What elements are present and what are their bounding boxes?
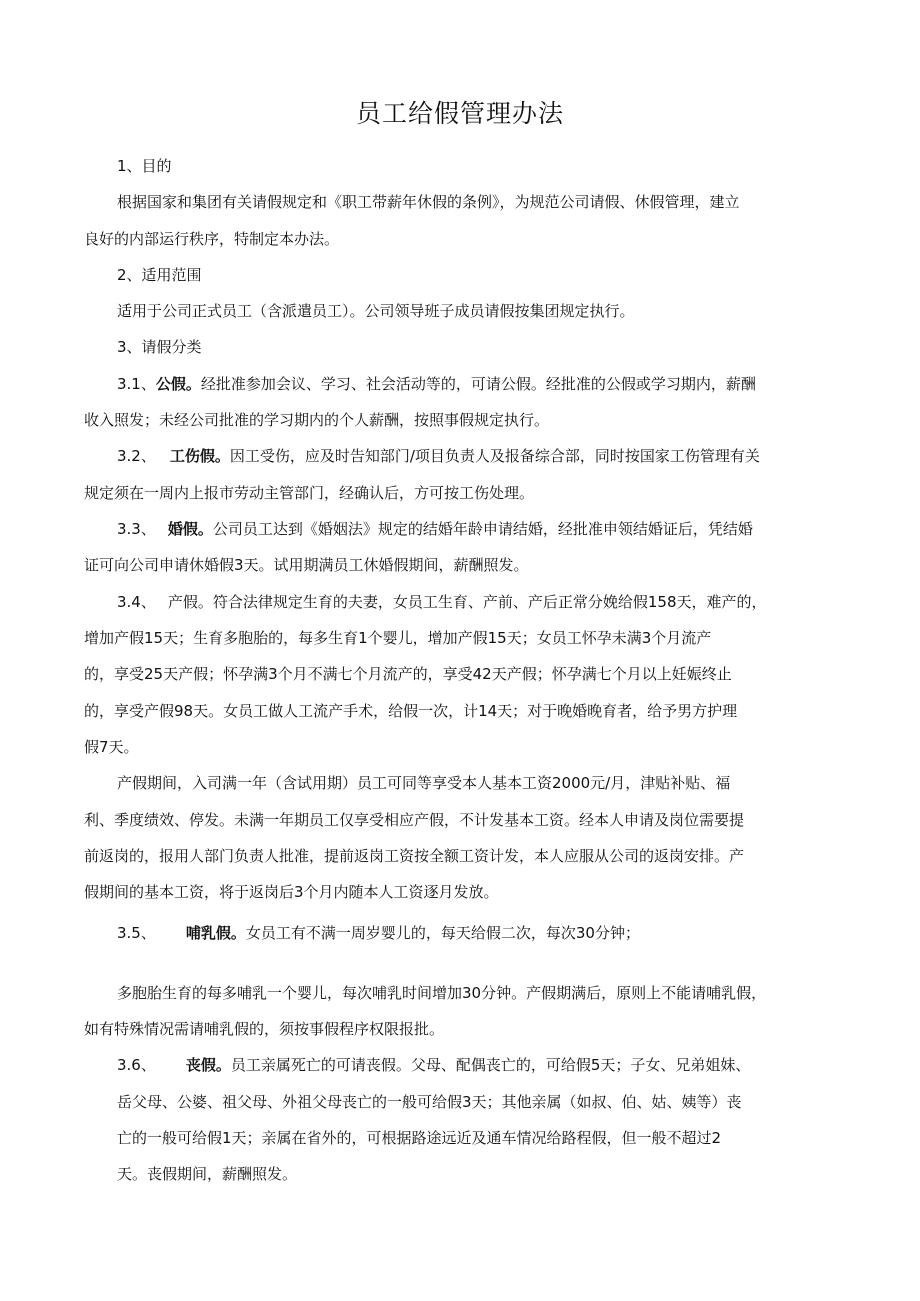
- clause-number: 3.6、: [117, 1056, 156, 1074]
- document-title: 员工给假管理办法: [355, 99, 564, 128]
- clause-text: 员工亲属死亡的可请丧假。父母、配偶丧亡的，可给假5天；子女、兄弟姐妹、: [230, 1056, 751, 1074]
- paragraph-line: 规定须在一周内上报市劳动主管部门，经确认后，方可按工伤处理。: [84, 484, 535, 502]
- clause-text: 经批准参加会议、学习、社会活动等的，可请公假。经批准的公假或学习期内，薪酬: [200, 375, 756, 393]
- clause-3-3: [117, 518, 753, 540]
- paragraph-line: 前返岗的，报用人部门负责人批准，提前返岗工资按全额工资计发，本人应服从公司的返岗安排。产: [84, 847, 745, 865]
- clause-3-5: [117, 922, 640, 944]
- clause-number: 3.2、: [117, 447, 156, 465]
- clause-term: 工伤假。: [169, 447, 230, 465]
- paragraph-line: 多胞胎生育的每多哺乳一个婴儿，每次哺乳时间增加30分钟。产假期满后，原则上不能请哺乳假，: [117, 984, 767, 1002]
- section-heading-scope: 2、适用范围: [117, 266, 202, 284]
- paragraph-line: 证可向公司申请休婚假3天。试用期满员工休婚假期间，薪酬照发。: [84, 556, 529, 574]
- paragraph-line: 的，享受产假98天。女员工做人工流产手术，给假一次，计14天；对于晚婚晚育者，给予男方护理: [84, 702, 738, 720]
- paragraph-line: 产假期间，入司满一年（含试用期）员工可同等享受本人基本工资2000元/月，津贴补贴、福: [117, 774, 731, 792]
- clause-3-6: [117, 1054, 750, 1076]
- section-heading-purpose: 1、目的: [117, 157, 172, 175]
- clause-text: 女员工有不满一周岁婴儿的，每天给假二次，每次30分钟；: [245, 924, 640, 942]
- paragraph-line: 适用于公司正式员工（含派遣员工）。公司领导班子成员请假按集团规定执行。: [117, 302, 635, 320]
- clause-number: 3.3、: [117, 520, 156, 538]
- clause-text: 公司员工达到《婚姻法》规定的结婚年龄申请结婚，经批准申领结婚证后，凭结婚: [212, 520, 753, 538]
- clause-term: 丧假。: [185, 1056, 231, 1074]
- paragraph-line: 的，享受25天产假；怀孕满3个月不满七个月流产的，享受42天产假；怀孕满七个月以上妊娠终止: [84, 665, 732, 683]
- clause-term: 公假。: [155, 375, 201, 393]
- clause-number: 3.1、: [117, 375, 156, 393]
- clause-term: 婚假。: [167, 520, 213, 538]
- paragraph-line: 根据国家和集团有关请假规定和《职工带薪年休假的条例》，为规范公司请假、休假管理，建立: [117, 193, 740, 211]
- paragraph-line: 假7天。: [84, 738, 139, 756]
- paragraph-line: 利、季度绩效、停发。未满一年期员工仅享受相应产假，不计发基本工资。经本人申请及岗位需要提: [84, 811, 745, 829]
- section-heading-leave-types: 3、请假分类: [117, 338, 202, 356]
- paragraph-line: 良好的内部运行秩序，特制定本办法。: [84, 230, 340, 248]
- paragraph-line: 天。丧假期间，薪酬照发。: [117, 1165, 298, 1183]
- paragraph-line: 如有特殊情况需请哺乳假的，须按事假程序权限报批。: [84, 1020, 445, 1038]
- clause-number: 3.4、: [117, 593, 156, 611]
- clause-number: 3.5、: [117, 924, 156, 942]
- clause-text: 产假。符合法律规定生育的夫妻，女员工生育、产前、产后正常分娩给假158天，难产的，: [167, 593, 767, 611]
- clause-3-4: [117, 591, 767, 613]
- clause-3-2: [117, 445, 760, 467]
- paragraph-line: 岳父母、公婆、祖父母、外祖父母丧亡的一般可给假3天；其他亲属（如叔、伯、姑、姨等）丧: [117, 1093, 742, 1111]
- paragraph-line: 收入照发；未经公司批准的学习期内的个人薪酬，按照事假规定执行。: [84, 411, 550, 429]
- paragraph-line: 增加产假15天；生育多胞胎的，每多生育1个婴儿，增加产假15天；女员工怀孕未满3个月流产: [84, 629, 712, 647]
- paragraph-line: 亡的一般可给假1天；亲属在省外的，可根据路途远近及通车情况给路程假，但一般不超过2: [117, 1129, 722, 1147]
- clause-3-1: [117, 373, 756, 395]
- paragraph-line: 假期间的基本工资，将于返岗后3个月内随本人工资逐月发放。: [84, 883, 499, 901]
- clause-text: 因工受伤，应及时告知部门/项目负责人及报备综合部，同时按国家工伤管理有关: [229, 447, 760, 465]
- clause-term: 哺乳假。: [185, 924, 246, 942]
